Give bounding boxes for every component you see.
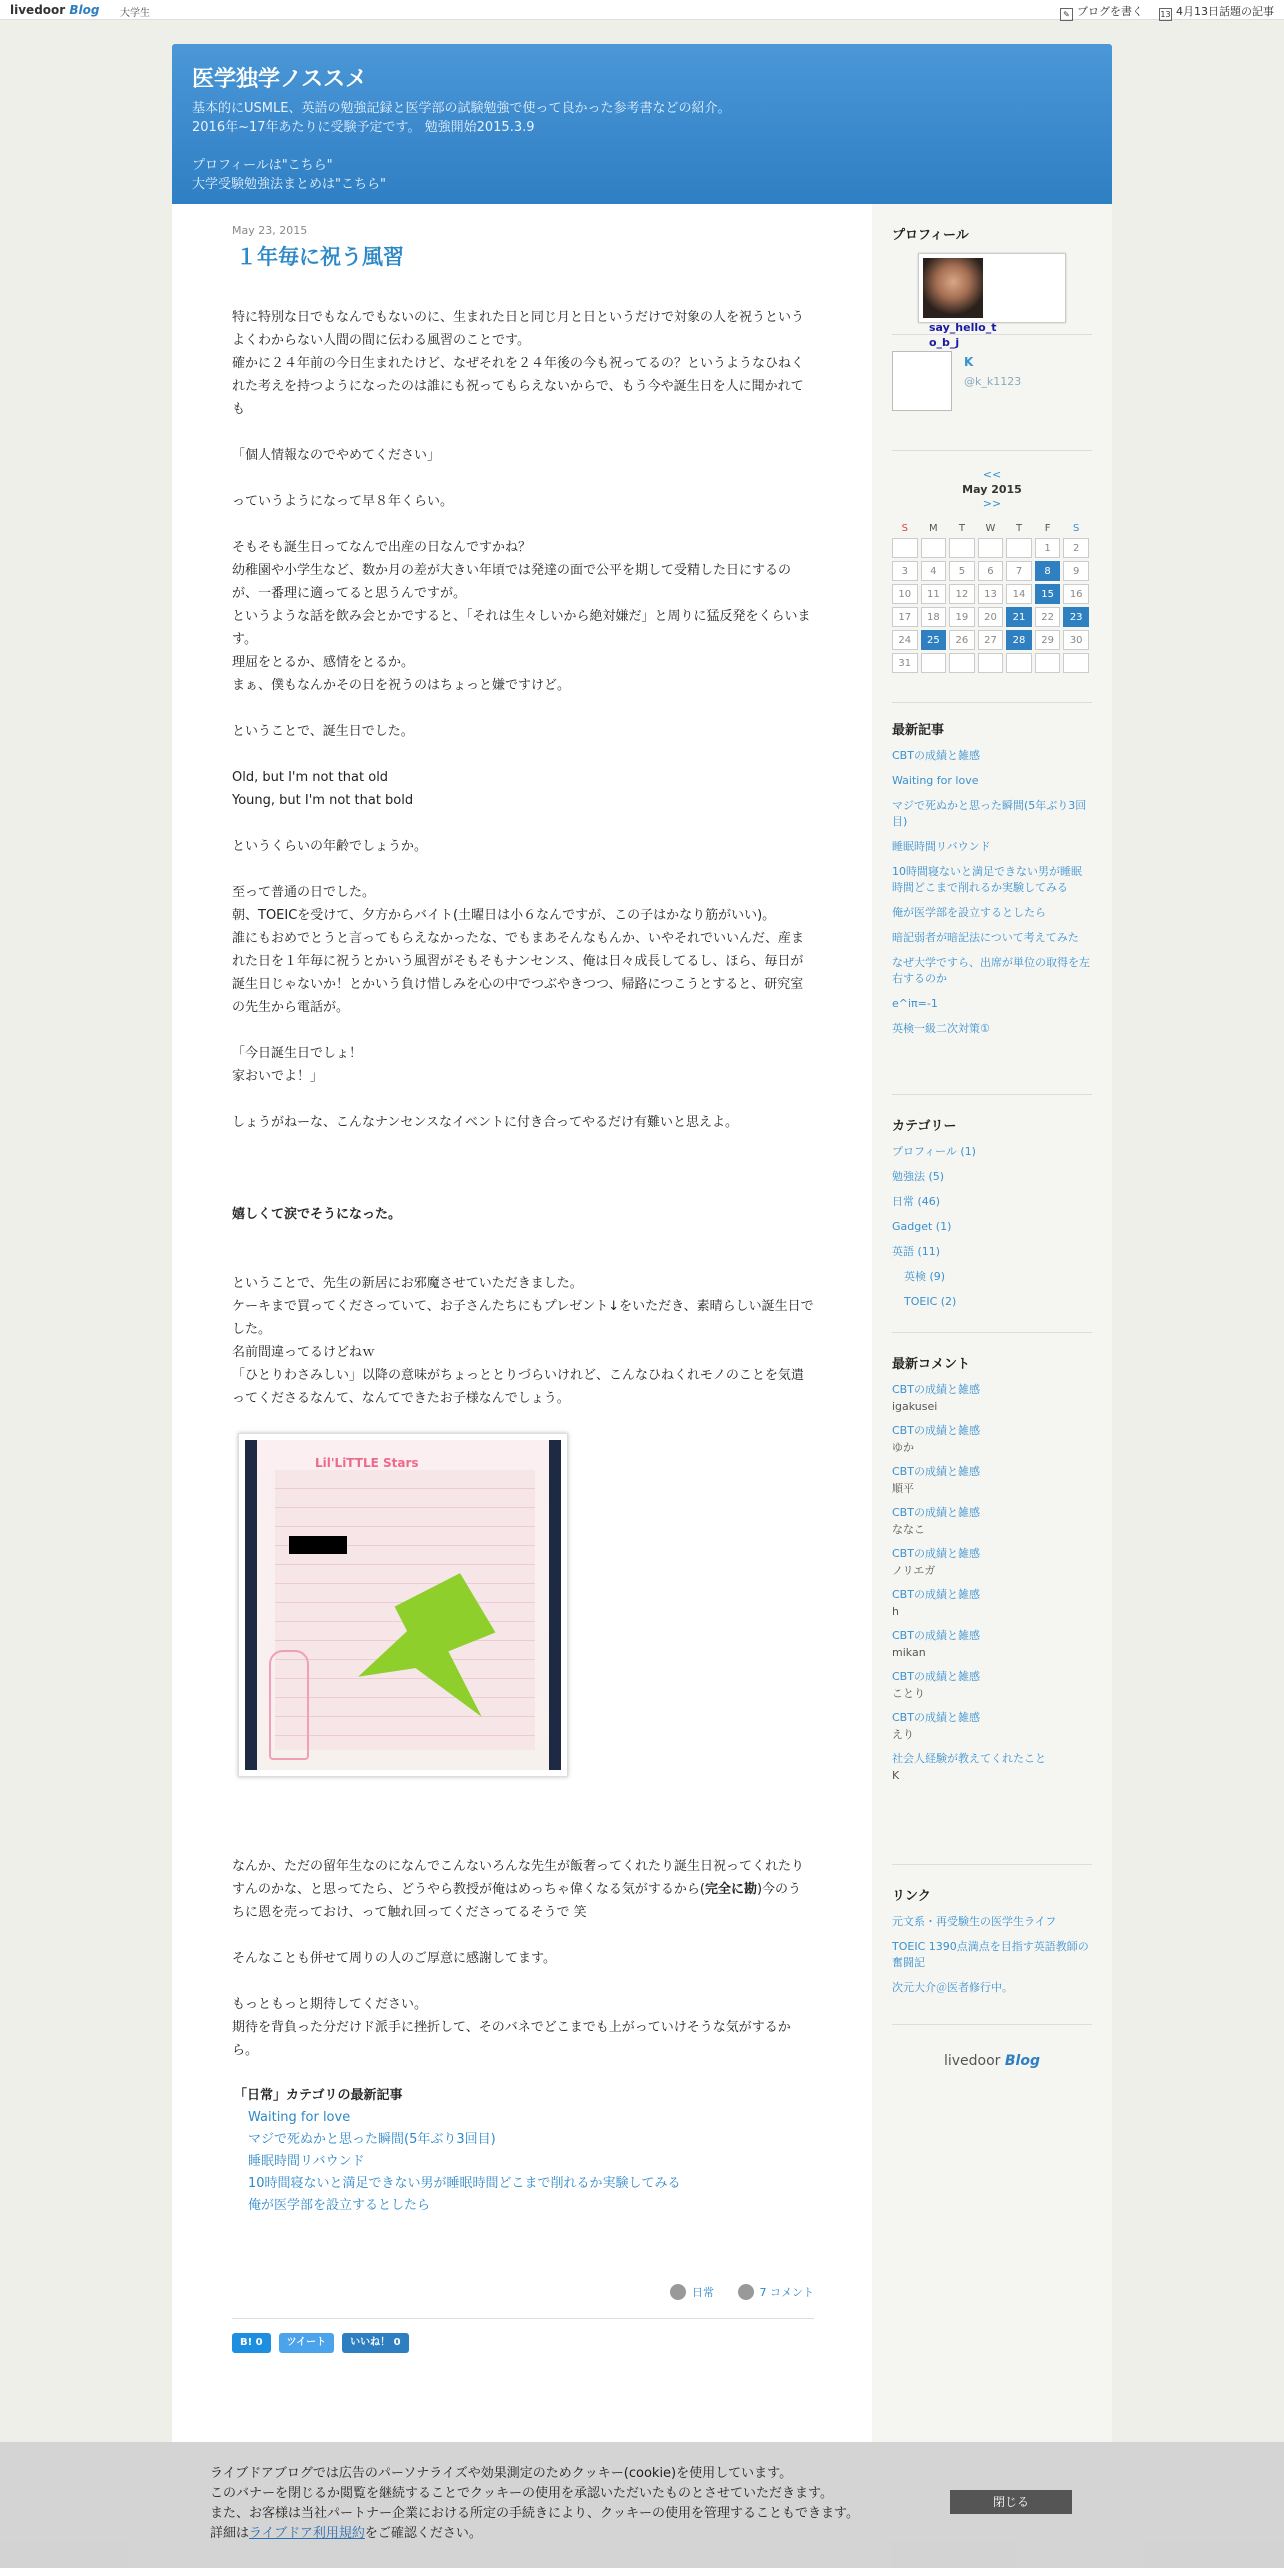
para-bold-text: 完全に勘 [704, 1882, 757, 1897]
like-button[interactable]: いいね！ 0 [342, 2333, 408, 2353]
comment-article-link[interactable]: CBTの成績と雑感 [892, 1383, 980, 1396]
calendar-empty-cell [1006, 538, 1032, 558]
calendar-day[interactable]: 21 [1006, 607, 1032, 627]
recent-articles-section [892, 702, 1092, 1046]
calendar-grid [889, 518, 1092, 676]
calendar-day: 14 [1006, 584, 1032, 604]
topic-articles-label: 4月13日話題の記事 [1176, 5, 1274, 18]
external-blog-link[interactable]: TOEIC 1390点満点を目指す英語教師の奮闘記 [892, 1940, 1089, 1969]
footer-logo-text: livedoor [943, 2053, 1001, 2069]
calendar-day: 26 [949, 630, 975, 650]
calendar-day: 3 [892, 561, 918, 581]
gift-card-photo[interactable] [238, 1433, 568, 1777]
comment-article-link[interactable]: CBTの成績と雑感 [892, 1547, 980, 1560]
write-blog-link[interactable] [1060, 3, 1143, 21]
links-section [892, 1864, 1092, 2005]
entry-body-d [232, 1947, 814, 2062]
recent-article-link[interactable]: 英検一級二次対策① [892, 1022, 990, 1035]
category-icon [670, 2284, 686, 2300]
calendar-empty-cell [892, 538, 918, 558]
entry-paragraph: っていうようになって早８年くらい。 [232, 494, 454, 509]
categories-heading: カテゴリー [892, 1119, 957, 1134]
calendar-day[interactable]: 28 [1006, 630, 1032, 650]
entry-paragraph: 「個人情報なのでやめてください」 [232, 448, 441, 463]
desc-line [192, 137, 1092, 156]
cookie-text: ライブドアブログでは広告のパーソナライズや効果測定のためクッキー(cookie)を使用しています。 [210, 2466, 793, 2481]
related-articles [232, 2085, 814, 2217]
calendar-day: 6 [978, 561, 1004, 581]
comment-article-link[interactable]: CBTの成績と雑感 [892, 1629, 980, 1642]
entry-paragraph: Old, but I'm not that old Young, but I'm not that bold [232, 770, 414, 808]
category-link[interactable]: プロフィール (1) [892, 1145, 976, 1158]
category-link[interactable]: Gadget (1) [892, 1220, 952, 1233]
comment-author: ゆか [892, 1441, 914, 1454]
desc-line: 2016年~17年あたりに受験予定です。 勉強開始2015.3.9 [192, 120, 535, 135]
entry-date: May 23, 2015 [232, 224, 308, 237]
comment-author: 順平 [892, 1482, 914, 1495]
logo-text: livedoor [10, 3, 66, 17]
related-link[interactable]: 10時間寝ないと満足できない男が睡眠時間どこまで削れるか実験してみる [248, 2176, 681, 2191]
recent-article-link[interactable]: Waiting for love [892, 774, 979, 787]
related-link[interactable]: 俺が医学部を設立するとしたら [248, 2198, 431, 2213]
recent-article-link[interactable]: なぜ大学ですら、出席が単位の取得を左右するのか [892, 956, 1090, 985]
weekday-label: W [985, 522, 996, 534]
calendar-section [892, 450, 1092, 676]
calendar-day: 7 [1006, 561, 1032, 581]
twitter-handle: @k_k1123 [964, 375, 1022, 388]
entry-title[interactable]: １年毎に祝う風習 [236, 245, 404, 269]
recent-heading: 最新記事 [892, 723, 945, 738]
next-month-link[interactable]: >> [982, 497, 1002, 510]
blog-description [192, 99, 1092, 194]
comment-article-link[interactable]: CBTの成績と雑感 [892, 1465, 980, 1478]
comment-author: えり [892, 1728, 914, 1741]
comment-article-link[interactable]: CBTの成績と雑感 [892, 1670, 980, 1683]
entry-paragraph: 「今日誕生日でしょ！ 家おいでよ！」 [232, 1046, 363, 1084]
entry-paragraph: ということで、誕生日でした。 [232, 724, 414, 739]
comments-link[interactable] [738, 2281, 815, 2304]
entry-body-a [232, 306, 814, 1134]
category-link[interactable] [670, 2281, 714, 2304]
profile-link-line[interactable]: プロフィールは"こちら" [192, 158, 333, 173]
calendar-day: 24 [892, 630, 918, 650]
entry-paragraph: ということで、先生の新居にお邪魔させていただきました。 ケーキまで買ってくださっていて、お子さんたちにもプレゼント↓をいただき、素晴らしい誕生日でした。 名前間違ってるけどねｗ 「ひとりわさみしい」以降の意味がちょっととりづらいけれど、こんなひねくれモノのことを気遣ってくださるなんて、なんてできたお子様なんでしょう。 [232, 1276, 814, 1406]
calendar-day: 18 [921, 607, 947, 627]
comment-article-link[interactable]: 社会人経験が教えてくれたこと [892, 1752, 1046, 1765]
category-label: 日常 [692, 2286, 714, 2299]
comment-article-link[interactable]: CBTの成績と雑感 [892, 1588, 980, 1601]
comments-heading: 最新コメント [892, 1357, 971, 1372]
recent-article-link[interactable]: e^iπ=-1 [892, 997, 938, 1010]
cookie-text-pre: 詳細は [210, 2526, 250, 2541]
study-summary-link-line[interactable]: 大学受験勉強法まとめは"こちら" [192, 177, 386, 192]
hatena-bookmark-button[interactable]: B! 0 [232, 2333, 271, 2353]
comment-author: h [892, 1605, 899, 1618]
categories-section [892, 1094, 1092, 1319]
calendar-month: May 2015 [962, 483, 1022, 496]
weekday-label: T [958, 522, 965, 534]
pencil-icon: ✎ [1060, 8, 1073, 21]
cookie-close-button[interactable]: 閉じる [950, 2490, 1072, 2514]
comment-icon [738, 2284, 754, 2300]
para-text: )今のうちに恩を売っておけ、って触れ回ってくださってるそうで 笑 [232, 1882, 802, 1920]
related-link[interactable]: 睡眠時間リバウンド [248, 2154, 365, 2169]
weekday-label: S [901, 522, 908, 534]
calendar-day[interactable]: 23 [1063, 607, 1089, 627]
blog-title[interactable]: 医学独学ノススメ [192, 67, 368, 92]
topic-articles-link[interactable] [1159, 3, 1274, 21]
calendar-empty-cell [949, 653, 975, 673]
recent-article-link[interactable]: CBTの成績と雑感 [892, 749, 980, 762]
calendar-day: 19 [949, 607, 975, 627]
calendar-day[interactable]: 25 [921, 630, 947, 650]
logo-blog-text: Blog [69, 3, 100, 17]
profile-heading: プロフィール [892, 228, 969, 243]
calendar-empty-cell [921, 653, 947, 673]
external-blog-link[interactable]: 元文系・再受験生の医学生ライフ [892, 1915, 1057, 1928]
tweet-button[interactable]: ツイート [279, 2333, 335, 2353]
category-link[interactable]: TOEIC (2) [904, 1295, 957, 1308]
comment-article-link[interactable]: CBTの成績と雑感 [892, 1506, 980, 1519]
related-title: 「日常」カテゴリの最新記事 [234, 2088, 403, 2103]
calendar-empty-cell [1035, 653, 1061, 673]
recent-comments-section [892, 1332, 1092, 1792]
desc-line: 基本的にUSMLE、英語の勉強記録と医学部の試験勉強で使って良かった参考書などの紹介。 [192, 101, 731, 116]
blog-entry [232, 224, 814, 2353]
calendar-day[interactable]: 15 [1035, 584, 1061, 604]
calendar-day: 13 [978, 584, 1004, 604]
cookie-text: このバナーを閉じるか閲覧を継続することでクッキーの使用を承認いただいたものとさせていただきます。 [210, 2486, 833, 2501]
recent-article-link[interactable]: 10時間寝ないと満足できない男が睡眠時間どこまで削れるか実験してみる [892, 865, 1082, 894]
related-link[interactable]: Waiting for love [248, 2110, 351, 2125]
footer-logo-section [892, 2024, 1092, 2069]
weekday-label: F [1044, 522, 1051, 534]
calendar-day: 27 [978, 630, 1004, 650]
write-blog-label: ブログを書く [1077, 5, 1143, 18]
cookie-text: また、お客様は当社パートナー企業における所定の手続きにより、クッキーの使用を管理することもできます。 [210, 2506, 859, 2521]
profile-section [892, 224, 1092, 350]
cookie-banner [0, 2442, 1284, 2568]
comments-label: 7 コメント [759, 2286, 814, 2299]
calendar-icon: 13 [1160, 10, 1171, 19]
cookie-text-post: をご確認ください。 [364, 2526, 482, 2541]
calendar-day: 31 [892, 653, 918, 673]
comment-author: igakusei [892, 1400, 938, 1413]
card-title: Lil'LiTTLE Stars [315, 1456, 419, 1470]
profile-card[interactable] [918, 253, 1066, 349]
entry-paragraph: もっともっと期待してください。 期待を背負った分だけド派手に挫折して、そのバネでどこまでも上がっていけそうな気がするから。 [232, 1997, 791, 2058]
entry-meta [232, 2281, 814, 2319]
calendar [892, 467, 1092, 676]
comment-author: K [892, 1769, 900, 1782]
calendar-day: 2 [1063, 538, 1089, 558]
recent-article-link[interactable]: 睡眠時間リバウンド [892, 840, 991, 853]
twitter-avatar[interactable] [892, 351, 952, 411]
profile-avatar [923, 258, 983, 318]
calendar-day: 4 [921, 561, 947, 581]
entry-paragraph: しょうがねーな、こんなナンセンスなイベントに付き合ってやるだけ有難いと思えよ。 [232, 1115, 738, 1130]
share-buttons [232, 2333, 814, 2353]
top-bar [0, 0, 1284, 20]
calendar-day: 10 [892, 584, 918, 604]
comment-author: mikan [892, 1646, 926, 1659]
terms-link[interactable]: ライブドア利用規約 [249, 2526, 365, 2541]
entry-paragraph: というくらいの年齢でしょうか。 [232, 839, 428, 854]
calendar-day: 20 [978, 607, 1004, 627]
twitter-name-link[interactable] [964, 355, 1021, 388]
profile-name: say_hello_to_b_j [929, 321, 997, 349]
comment-author: ことり [892, 1687, 925, 1700]
entry-paragraph: そもそも誕生日ってなんで出産の日なんですかね？ 幼稚園や小学生など、数か月の差が大きい年頃では発達の面で公平を期して受精した日にするのが、一番理に適ってると思うんですが。 というような話を飲み会とかですると、「それは生々しいから絶対嫌だ」と周りに猛反発をくらいます。 理屈をとるか、感情をとるか。 まぁ、僕もなんかその日を祝うのはちょっと嫌ですけど。 [232, 540, 811, 693]
entry-body-b [232, 1272, 814, 1410]
calendar-day: 11 [921, 584, 947, 604]
calendar-day: 12 [949, 584, 975, 604]
calendar-day: 29 [1035, 630, 1061, 650]
calendar-empty-cell [1006, 653, 1032, 673]
recent-article-link[interactable]: 俺が医学部を設立するとしたら [892, 906, 1046, 919]
recent-article-link[interactable]: 暗記弱者が暗記法について考えてみた [892, 931, 1079, 944]
entry-paragraph: 特に特別な日でもなんでもないのに、生まれた日と同じ月と日というだけで対象の人を祝うというよくわからない人間の間に伝わる風習のことです。 確かに２４年前の今日生まれたけど、なぜそれを２４年後の今も祝ってるの？というようなひねくれた考えを持つようになったのは誰にも祝ってもらえないからで、もう今や誕生日を人に聞かれても [232, 310, 805, 417]
weekday-label: M [929, 522, 938, 534]
cookie-text [210, 2524, 1284, 2544]
calendar-day[interactable]: 8 [1035, 561, 1061, 581]
weekday-label: T [1015, 522, 1023, 534]
category-link[interactable]: 日常 (46) [892, 1195, 941, 1208]
weekday-label: S [1073, 522, 1080, 534]
comment-article-link[interactable]: CBTの成績と雑感 [892, 1711, 980, 1724]
redaction-box [289, 1536, 347, 1554]
calendar-empty-cell [949, 538, 975, 558]
blog-header [172, 44, 1112, 204]
para-text: なんか、ただの留年生なのになんでこんないろんな先生が飯奢ってくれたり誕生日祝ってくれたりすんのかな、と思ってたら、どうやら教授が俺はめっちゃ偉くなる気がするから( [232, 1859, 805, 1897]
giraffe-drawing [269, 1650, 309, 1760]
entry-paragraph: そんなことも併せて周りの人のご厚意に感謝してます。 [232, 1951, 556, 1966]
entry-bold-line: 嬉しくて涙でそうになった。 [232, 1207, 402, 1222]
livedoor-blog-logo[interactable] [10, 3, 99, 17]
category-link[interactable]: 勉強法 (5) [892, 1170, 945, 1183]
twitter-name: K [964, 355, 974, 369]
calendar-day: 16 [1063, 584, 1089, 604]
category-link[interactable]: 英検 (9) [904, 1270, 946, 1283]
main-column [172, 204, 872, 2568]
links-heading: リンク [892, 1889, 931, 1904]
sidebar [872, 204, 1112, 2568]
comment-author: ななこ [892, 1523, 925, 1536]
calendar-day: 1 [1035, 538, 1061, 558]
calendar-empty-cell [1063, 653, 1089, 673]
entry-paragraph [232, 1855, 814, 1924]
prev-month-link[interactable]: << [982, 468, 1002, 481]
external-blog-link[interactable]: 次元大介＠医者修行中。 [892, 1981, 1013, 1994]
calendar-empty-cell [978, 538, 1004, 558]
footer-livedoor-logo[interactable] [892, 2053, 1092, 2069]
blog-category-link[interactable]: 大学生 [120, 8, 150, 19]
calendar-empty-cell [978, 653, 1004, 673]
calendar-day: 17 [892, 607, 918, 627]
comment-article-link[interactable]: CBTの成績と雑感 [892, 1424, 980, 1437]
recent-article-link[interactable]: マジで死ぬかと思った瞬間(5年ぶり3回目) [892, 799, 1087, 828]
calendar-day: 5 [949, 561, 975, 581]
footer-logo-blog: Blog [1004, 2053, 1040, 2069]
calendar-empty-cell [921, 538, 947, 558]
calendar-day: 30 [1063, 630, 1089, 650]
category-link[interactable]: 英語 (11) [892, 1245, 941, 1258]
entry-paragraph: 至って普通の日でした。 朝、TOEICを受けて、夕方からバイト(土曜日は小６なんですが、この子はかなり筋がいい)。 誰にもおめでとうと言ってもらえなかったな、でもまあそんなもんか、いやそれでいいんだ、産まれた日を１年毎に祝うとかいう風習がそもそもナンセンス、俺は日々成長してるし、ほら、毎日が誕生日じゃないか！とかいう負け惜しみを心の中でつぶやきつつ、帰路につこうとすると、研究室の先生から電話が。 [232, 885, 805, 1015]
related-link[interactable]: マジで死ぬかと思った瞬間(5年ぶり3回目) [248, 2132, 496, 2147]
comment-author: ノリエガ [892, 1564, 936, 1577]
twitter-section [892, 334, 1092, 415]
calendar-day: 22 [1035, 607, 1061, 627]
calendar-day: 9 [1063, 561, 1089, 581]
